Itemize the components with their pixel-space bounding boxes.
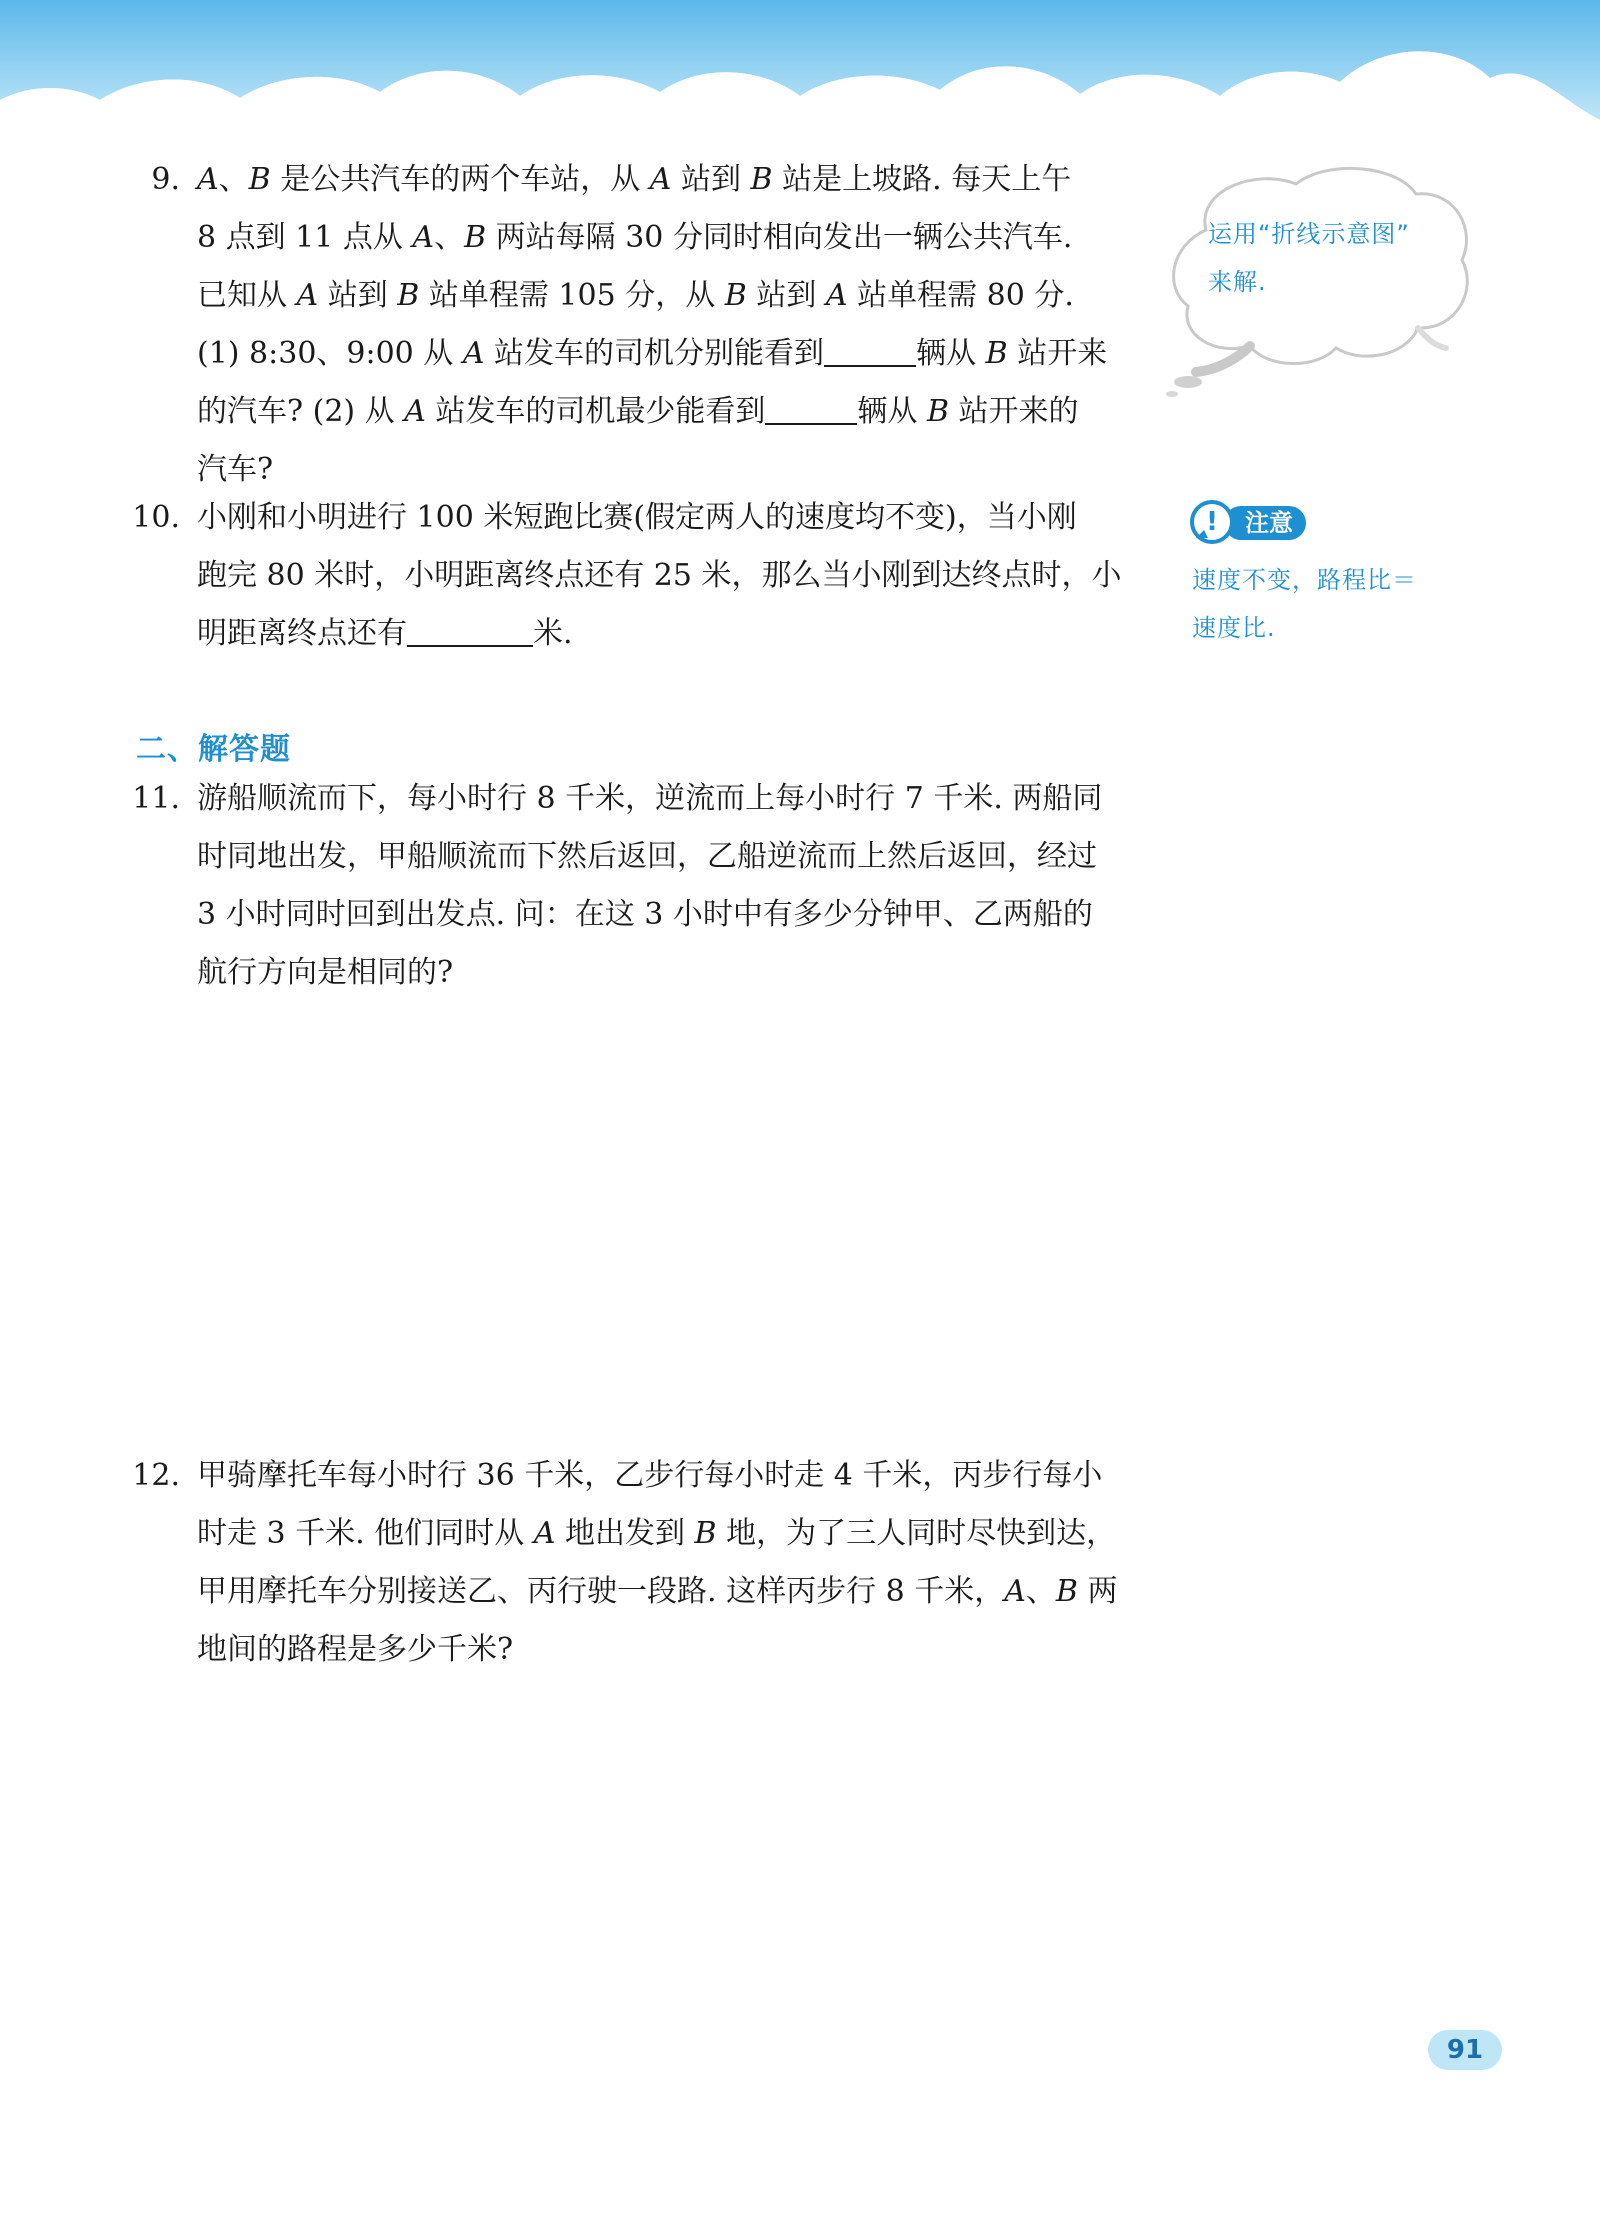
problem-line: A、B 是公共汽车的两个车站，从 A 站到 B 站是上坡路. 每天上午 — [197, 162, 1072, 197]
hint-cloud-text — [1208, 210, 1468, 306]
answer-blank[interactable] — [824, 331, 916, 367]
note-text — [1192, 556, 1492, 652]
answer-blank[interactable] — [765, 389, 857, 425]
problem-text — [197, 489, 1147, 663]
sky-header-banner — [0, 0, 1600, 150]
problem-line: 甲用摩托车分别接送乙、丙行驶一段路. 这样丙步行 8 千米，A、B 两 — [197, 1574, 1118, 1609]
problem-line: 时同地出发，甲船顺流而下然后返回，乙船逆流而上然后返回，经过 — [197, 839, 1097, 874]
problem-text — [197, 151, 1147, 499]
problem-number: 10. — [132, 500, 180, 535]
note-badge-label: 注意 — [1245, 509, 1293, 537]
problem-line: 航行方向是相同的? — [197, 955, 454, 990]
problem-line: 小刚和小明进行 100 米短跑比赛(假定两人的速度均不变)，当小刚 — [197, 500, 1077, 535]
problem-line: 汽车? — [197, 452, 274, 487]
problem-text — [197, 770, 1147, 1002]
answer-blank[interactable] — [407, 611, 533, 647]
problem-number: 12. — [132, 1458, 180, 1493]
note-badge — [1190, 500, 1310, 544]
problem-number: 11. — [132, 781, 180, 816]
page-number: 91 — [1428, 2030, 1502, 2070]
note-line: 速度比. — [1192, 614, 1276, 642]
problem-text — [197, 1447, 1147, 1679]
problem-line: 3 小时同时回到出发点. 问：在这 3 小时中有多少分钟甲、乙两船的 — [197, 897, 1093, 932]
exclamation-icon: ! — [1206, 507, 1218, 537]
hint-line: 运用“折线示意图” — [1208, 220, 1410, 248]
section-title: 二、解答题 — [136, 732, 291, 767]
problem-line: 时走 3 千米. 他们同时从 A 地出发到 B 地，为了三人同时尽快到达， — [197, 1516, 1117, 1551]
problem-line: 明距离终点还有 米. — [197, 605, 1147, 663]
problem-line: 已知从 A 站到 B 站单程需 105 分，从 B 站到 A 站单程需 80 分. — [197, 278, 1074, 313]
problem-line: 8 点到 11 点从 A、B 两站每隔 30 分同时相向发出一辆公共汽车. — [197, 220, 1073, 255]
hint-line: 来解. — [1208, 268, 1267, 296]
problem-line: 游船顺流而下，每小时行 8 千米，逆流而上每小时行 7 千米. 两船同 — [197, 781, 1103, 816]
problem-number: 9. — [151, 162, 180, 197]
problem-line: 地间的路程是多少千米? — [197, 1632, 514, 1667]
problem-line: 的汽车? (2) 从 A 站发车的司机最少能看到 辆从 B 站开来的 — [197, 383, 1147, 441]
note-line: 速度不变，路程比＝ — [1192, 566, 1417, 594]
problem-line: (1) 8:30、9:00 从 A 站发车的司机分别能看到 辆从 B 站开来 — [197, 325, 1147, 383]
problem-line: 跑完 80 米时，小明距离终点还有 25 米，那么当小刚到达终点时，小 — [197, 558, 1122, 593]
problem-line: 甲骑摩托车每小时行 36 千米，乙步行每小时走 4 千米，丙步行每小 — [197, 1458, 1103, 1493]
